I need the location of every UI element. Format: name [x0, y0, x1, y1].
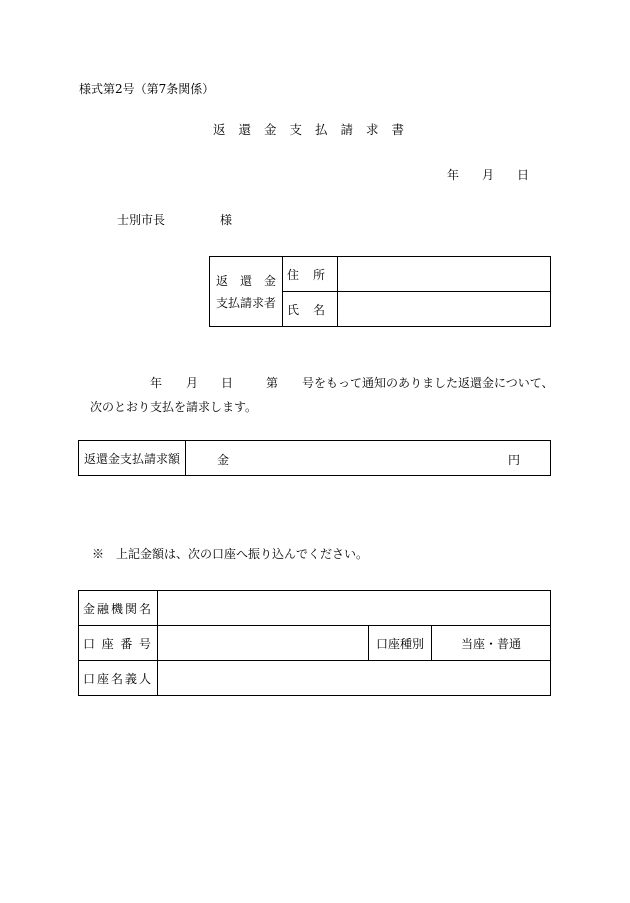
label-char: 名	[138, 601, 151, 616]
bank-table	[78, 590, 551, 696]
date-month-label: 月	[482, 168, 495, 182]
label-char: 金	[83, 601, 96, 616]
addressee-suffix: 様	[220, 213, 233, 227]
account-number-label	[79, 626, 158, 661]
notice-month: 月	[186, 376, 199, 390]
label-char: 座	[96, 671, 109, 686]
label-char: 関	[124, 601, 137, 616]
addressee-name: 士別市長	[117, 213, 166, 227]
institution-field[interactable]	[158, 591, 551, 626]
name-label-char: 名	[312, 302, 325, 317]
account-type-value[interactable]: 当座・普通	[432, 626, 551, 661]
form-number: 様式第2号（第7条関係）	[79, 82, 215, 96]
name-field[interactable]	[338, 292, 551, 327]
label-char: 番	[120, 636, 133, 651]
notice-line-2: 次のとおり支払を請求します。	[90, 400, 258, 414]
address-label-char: 所	[312, 267, 325, 282]
address-label	[283, 257, 338, 292]
label-char: 口	[83, 636, 96, 651]
label-char: 義	[124, 671, 137, 686]
label-char: 名	[110, 671, 123, 686]
amount-unit: 円	[508, 453, 521, 467]
name-label-char: 氏	[287, 302, 300, 317]
notice-dai: 第	[266, 376, 279, 390]
account-number-field[interactable]	[158, 626, 369, 661]
name-label	[283, 292, 338, 327]
address-label-char: 住	[287, 267, 300, 282]
institution-label	[79, 591, 158, 626]
label-char: 機	[110, 601, 123, 616]
amount-table	[78, 440, 551, 476]
claimant-role-line1: 返 還 金	[215, 273, 276, 288]
document-title: 返還金支払請求書	[212, 122, 417, 137]
notice-day: 日	[221, 376, 234, 390]
label-char: 座	[101, 636, 114, 651]
date-year-label: 年	[447, 168, 460, 182]
account-type-label: 口座種別	[369, 626, 432, 661]
transfer-note: ※ 上記金額は、次の口座へ振り込んでください。	[92, 547, 369, 561]
claimant-role-line2: 支払請求者	[215, 295, 276, 310]
account-holder-field[interactable]	[158, 661, 551, 696]
claimant-role-cell	[210, 257, 283, 327]
date-day-label: 日	[517, 168, 530, 182]
notice-year: 年	[150, 376, 163, 390]
label-char: 号	[138, 636, 151, 651]
label-char: 融	[96, 601, 109, 616]
address-field[interactable]	[338, 257, 551, 292]
notice-text: 号をもって通知のありました返還金について、	[302, 376, 554, 390]
label-char: 口	[83, 671, 96, 686]
account-holder-label	[79, 661, 158, 696]
amount-prefix: 金	[217, 453, 230, 467]
amount-field[interactable]	[186, 441, 551, 476]
claimant-table	[209, 256, 551, 327]
amount-label: 返還金支払請求額	[79, 441, 186, 476]
label-char: 人	[138, 671, 151, 686]
